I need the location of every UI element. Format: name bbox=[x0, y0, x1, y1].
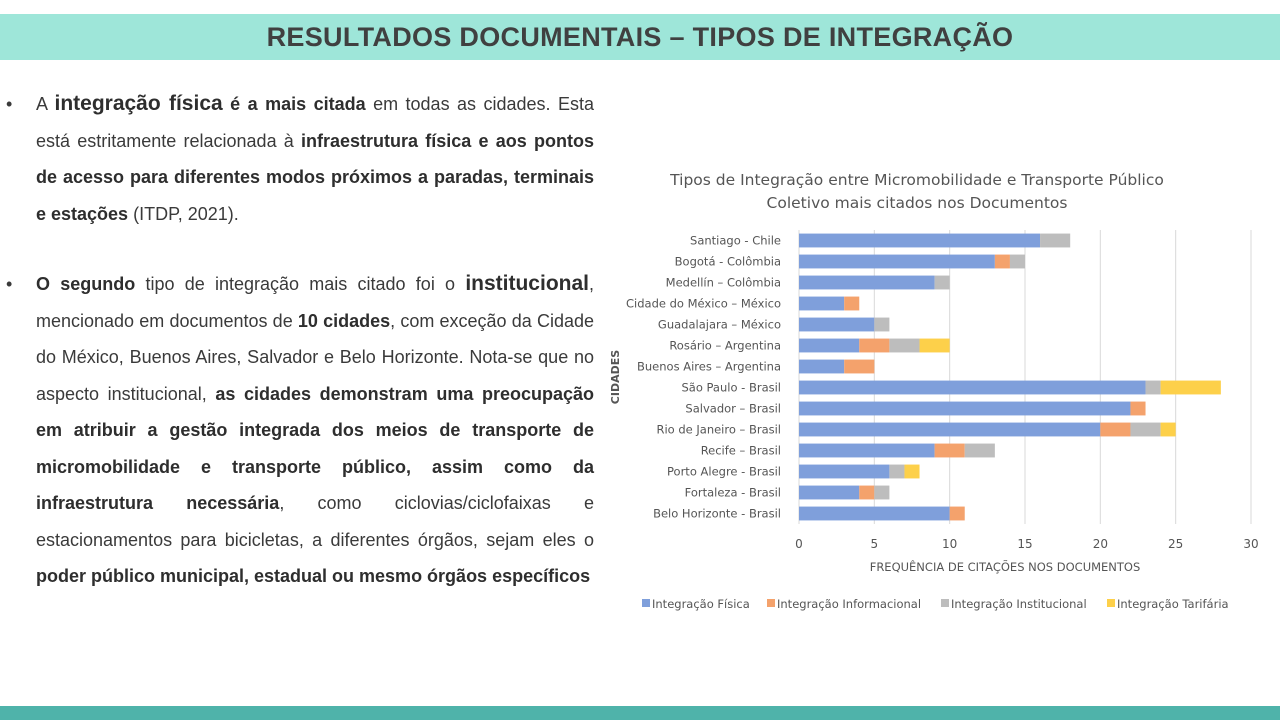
page-title: RESULTADOS DOCUMENTAIS – TIPOS DE INTEGRAÇÃO bbox=[266, 21, 1014, 52]
bar-segment bbox=[1161, 423, 1176, 437]
x-tick-label: 10 bbox=[942, 537, 958, 551]
bar-segment bbox=[844, 360, 874, 374]
bar-segment bbox=[889, 339, 919, 353]
chart-bars bbox=[799, 234, 1221, 521]
bullet-physical-integration bbox=[0, 86, 610, 232]
bar-segment bbox=[799, 360, 844, 374]
y-axis-title: CIDADES bbox=[609, 349, 622, 405]
bar-segment bbox=[799, 444, 935, 458]
bullet-institutional-integration bbox=[0, 266, 610, 595]
bar-segment bbox=[799, 381, 1146, 395]
bar-segment bbox=[799, 276, 935, 290]
x-tick-label: 5 bbox=[870, 537, 879, 551]
bar-segment bbox=[799, 402, 1130, 416]
y-tick-label: Guadalajara – México bbox=[657, 317, 781, 332]
y-tick-label: Porto Alegre - Brasil bbox=[667, 464, 781, 479]
chart-title bbox=[669, 171, 1164, 212]
text-segment: A bbox=[36, 94, 55, 114]
y-tick-labels bbox=[626, 234, 781, 521]
bullet-text bbox=[36, 94, 594, 224]
text-block bbox=[0, 86, 610, 595]
x-tick-label: 15 bbox=[1017, 537, 1033, 551]
text-segment: , com exceção da Cidade do México, Buenos Aires, Salvador e Belo Horizonte. Nota-se que no aspecto institucional, bbox=[36, 310, 594, 404]
chart-title-line: Coletivo mais citados nos Documentos bbox=[766, 194, 1068, 212]
bullet-dot: • bbox=[6, 274, 13, 294]
bar-segment bbox=[904, 465, 919, 479]
integration-chart bbox=[600, 160, 1280, 640]
bar-segment bbox=[874, 486, 889, 500]
legend-swatch bbox=[642, 599, 650, 607]
legend-label: Integração Física bbox=[652, 597, 750, 611]
legend-label: Integração Tarifária bbox=[1117, 597, 1229, 611]
title-bar bbox=[0, 14, 1280, 60]
x-tick-label: 30 bbox=[1243, 537, 1259, 551]
bar-segment bbox=[935, 444, 965, 458]
legend-swatch bbox=[767, 599, 775, 607]
text-segment: integração física bbox=[54, 92, 223, 115]
bullet-dot: • bbox=[6, 94, 13, 114]
text-segment: 10 cidades bbox=[297, 310, 391, 331]
text-segment: é a mais citada bbox=[222, 94, 366, 114]
bar-segment bbox=[1130, 402, 1145, 416]
bar-segment bbox=[799, 255, 995, 269]
y-tick-label: Salvador – Brasil bbox=[685, 401, 781, 416]
bar-segment bbox=[799, 339, 859, 353]
chart-grid bbox=[799, 230, 1251, 524]
bottom-bar bbox=[0, 706, 1280, 720]
chart-title-line: Tipos de Integração entre Micromobilidade e Transporte Público bbox=[670, 171, 1164, 189]
bar-segment bbox=[965, 444, 995, 458]
y-tick-label: Rio de Janeiro – Brasil bbox=[656, 422, 781, 437]
bar-segment bbox=[859, 486, 874, 500]
x-tick-labels bbox=[795, 537, 1258, 551]
y-tick-label: Cidade do México – México bbox=[626, 296, 781, 311]
chart-legend bbox=[642, 597, 1229, 611]
bar-segment bbox=[1010, 255, 1025, 269]
bar-segment bbox=[920, 339, 950, 353]
x-tick-label: 0 bbox=[795, 537, 803, 551]
y-tick-label: Santiago - Chile bbox=[690, 233, 781, 248]
bar-segment bbox=[799, 486, 859, 500]
bar-segment bbox=[1146, 381, 1161, 395]
bar-segment bbox=[799, 297, 844, 311]
y-tick-label: Rosário – Argentina bbox=[669, 338, 781, 353]
bar-segment bbox=[950, 507, 965, 521]
bar-segment bbox=[799, 318, 874, 332]
text-segment: as cidades demonstram uma preocupação em atribuir a gestão integrada dos meios de transporte de micromobilidade e transporte público, assim como da infraestrutura necessária bbox=[36, 383, 594, 513]
text-segment: (ITDP, 2021). bbox=[128, 203, 239, 224]
legend-swatch bbox=[1107, 599, 1115, 607]
x-tick-label: 25 bbox=[1168, 537, 1184, 551]
y-tick-label: Recife – Brasil bbox=[700, 443, 781, 458]
bar-segment bbox=[1040, 234, 1070, 248]
bar-segment bbox=[935, 276, 950, 290]
stacked-bar-chart bbox=[600, 160, 1280, 640]
text-segment: infraestrutura física e aos pontos de acesso para diferentes modos próximos a paradas, terminais e estações bbox=[36, 130, 594, 224]
text-segment: poder público municipal, estadual ou mesmo órgãos específicos bbox=[36, 566, 591, 586]
bar-segment bbox=[799, 465, 889, 479]
bar-segment bbox=[995, 255, 1010, 269]
legend-swatch bbox=[941, 599, 949, 607]
bullet-text bbox=[36, 274, 594, 586]
y-tick-label: Belo Horizonte - Brasil bbox=[653, 506, 781, 521]
bar-segment bbox=[799, 423, 1100, 437]
y-tick-label: Fortaleza - Brasil bbox=[684, 485, 781, 500]
text-segment: O segundo bbox=[36, 274, 136, 294]
y-tick-label: Bogotá - Colômbia bbox=[674, 254, 781, 269]
y-tick-label: Medellín – Colômbia bbox=[665, 275, 781, 290]
bar-segment bbox=[1100, 423, 1130, 437]
legend-label: Integração Informacional bbox=[777, 597, 922, 611]
legend-label: Integração Institucional bbox=[951, 597, 1087, 611]
y-tick-label: Buenos Aires – Argentina bbox=[637, 359, 781, 374]
text-segment: , como ciclovias/ciclofaixas e estacionamentos para bicicletas, a diferentes órgãos, sejam eles o bbox=[36, 493, 594, 550]
text-segment: em todas as cidades. Esta está estritamente relacionada à bbox=[36, 94, 595, 151]
bar-segment bbox=[1161, 381, 1221, 395]
bar-segment bbox=[889, 465, 904, 479]
text-segment: tipo de integração mais citado foi o bbox=[135, 274, 466, 294]
bar-segment bbox=[799, 234, 1040, 248]
bar-segment bbox=[799, 507, 950, 521]
bar-segment bbox=[874, 318, 889, 332]
text-segment: institucional bbox=[465, 272, 589, 295]
bar-segment bbox=[859, 339, 889, 353]
bar-segment bbox=[844, 297, 859, 311]
x-axis-title: FREQUÊNCIA DE CITAÇÕES NOS DOCUMENTOS bbox=[869, 560, 1141, 574]
bar-segment bbox=[1130, 423, 1160, 437]
text-segment: , mencionado em documentos de bbox=[36, 274, 595, 331]
y-tick-label: São Paulo - Brasil bbox=[681, 380, 781, 395]
x-tick-label: 20 bbox=[1092, 537, 1108, 551]
